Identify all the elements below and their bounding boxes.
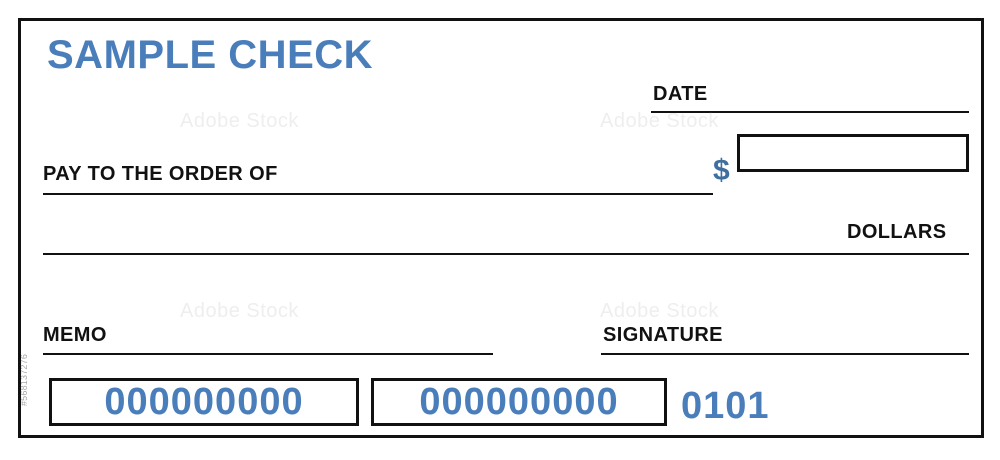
stock-id-watermark: #568137276 bbox=[19, 353, 29, 407]
page-title: SAMPLE CHECK bbox=[47, 33, 374, 77]
signature-input[interactable] bbox=[601, 353, 969, 355]
pay-to-the-order-of-label: PAY TO THE ORDER OF bbox=[43, 163, 278, 185]
payee-input[interactable] bbox=[43, 193, 713, 195]
watermark-word: Adobe Stock bbox=[600, 110, 719, 132]
account-number-box bbox=[371, 378, 667, 426]
memo-label: MEMO bbox=[43, 324, 107, 346]
signature-label: SIGNATURE bbox=[603, 324, 723, 346]
memo-input[interactable] bbox=[43, 353, 493, 355]
written-amount-input[interactable] bbox=[43, 253, 969, 255]
date-label: DATE bbox=[653, 83, 708, 105]
dollar-sign-icon: $ bbox=[713, 154, 730, 187]
check-number: 0101 bbox=[681, 385, 770, 427]
watermark-word: Adobe Stock bbox=[180, 300, 299, 322]
watermark-word: Adobe Stock bbox=[180, 110, 299, 132]
watermark-word: Adobe Stock bbox=[600, 300, 719, 322]
routing-number: 000000000 bbox=[104, 381, 304, 423]
check-border bbox=[18, 18, 984, 438]
dollars-label: DOLLARS bbox=[847, 221, 947, 243]
account-number: 000000000 bbox=[419, 381, 619, 423]
date-input[interactable] bbox=[651, 111, 969, 113]
amount-input[interactable] bbox=[737, 134, 969, 172]
routing-number-box bbox=[49, 378, 359, 426]
